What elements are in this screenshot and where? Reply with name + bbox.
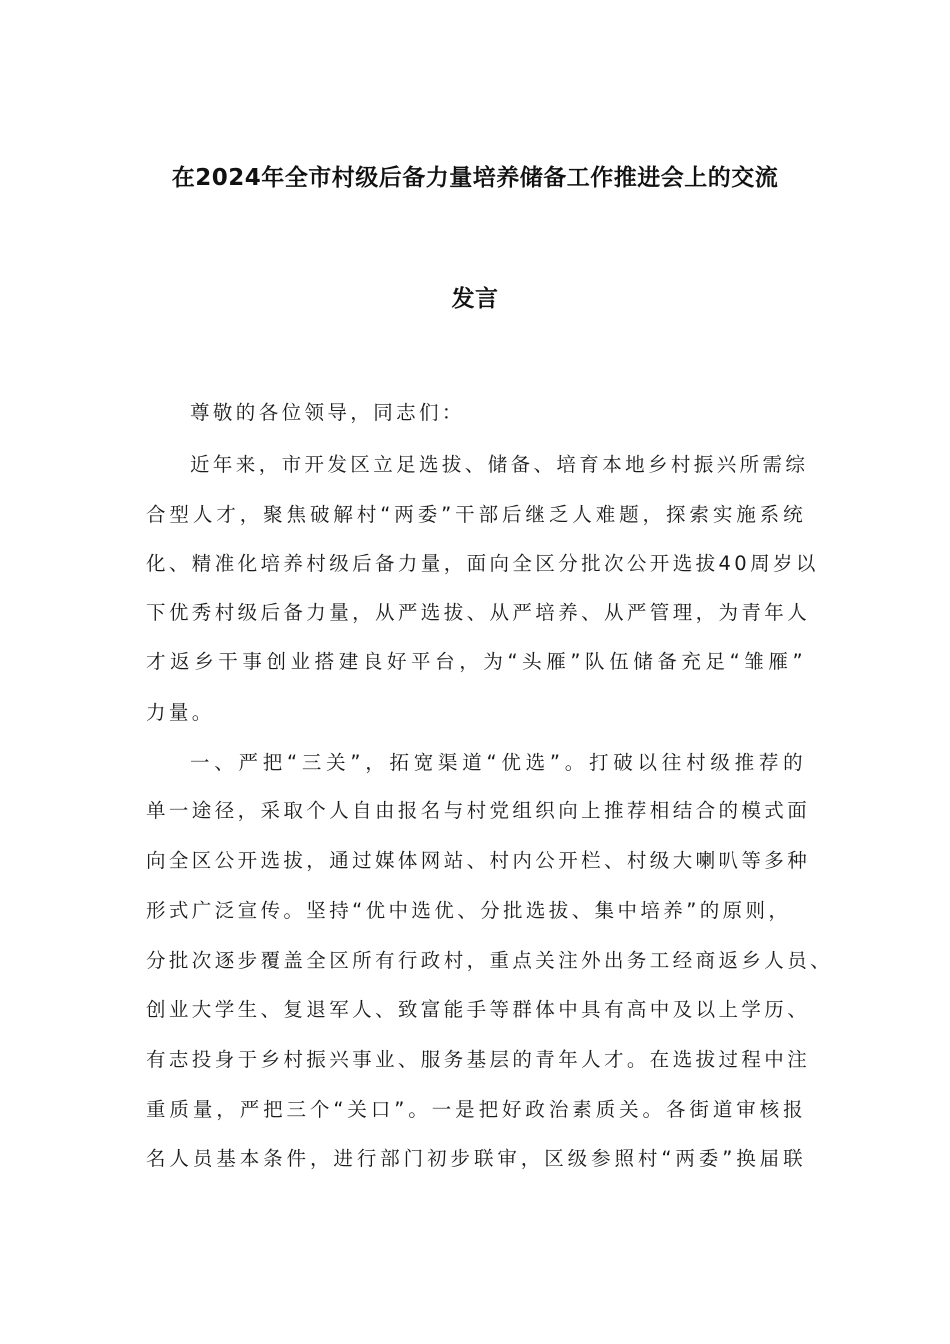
document-title-line-1: 在2024年全市村级后备力量培养储备工作推进会上的交流	[171, 165, 779, 191]
paragraph-line: 一、严把“三关”，拓宽渠道“优选”。打破以往村级推荐的	[190, 751, 806, 774]
paragraph-line: 分批次逐步覆盖全区所有行政村，重点关注外出务工经商返乡人员、	[146, 949, 834, 972]
paragraph-line: 单一途径，采取个人自由报名与村党组织向上推荐相结合的模式面	[146, 799, 811, 822]
paragraph-line: 化、精准化培养村级后备力量，面向全区分批次公开选拔40周岁以	[146, 552, 819, 575]
paragraph-line: 名人员基本条件，进行部门初步联审，区级参照村“两委”换届联	[146, 1147, 806, 1170]
paragraph-line: 合型人才，聚焦破解村“两委”干部后继乏人难题，探索实施系统	[146, 503, 806, 526]
salutation: 尊敬的各位领导，同志们：	[190, 401, 465, 424]
paragraph-line: 向全区公开选拔，通过媒体网站、村内公开栏、村级大喇叭等多种	[146, 849, 811, 872]
paragraph-line: 近年来，市开发区立足选拔、储备、培育本地乡村振兴所需综	[190, 453, 809, 476]
paragraph-line: 力量。	[146, 701, 215, 724]
paragraph-line: 有志投身于乡村振兴事业、服务基层的青年人才。在选拔过程中注	[146, 1048, 811, 1071]
paragraph-line: 下优秀村级后备力量，从严选拔、从严培养、从严管理，为青年人	[146, 601, 811, 624]
paragraph-line: 才返乡干事创业搭建良好平台，为“头雁”队伍储备充足“雏雁”	[146, 650, 806, 673]
document-title-line-2: 发言	[451, 286, 499, 312]
paragraph-line: 重质量，严把三个“关口”。一是把好政治素质关。各街道审核报	[146, 1098, 806, 1121]
paragraph-line: 形式广泛宣传。坚持“优中选优、分批选拔、集中培养”的原则，	[146, 899, 792, 922]
paragraph-line: 创业大学生、复退军人、致富能手等群体中具有高中及以上学历、	[146, 998, 811, 1021]
